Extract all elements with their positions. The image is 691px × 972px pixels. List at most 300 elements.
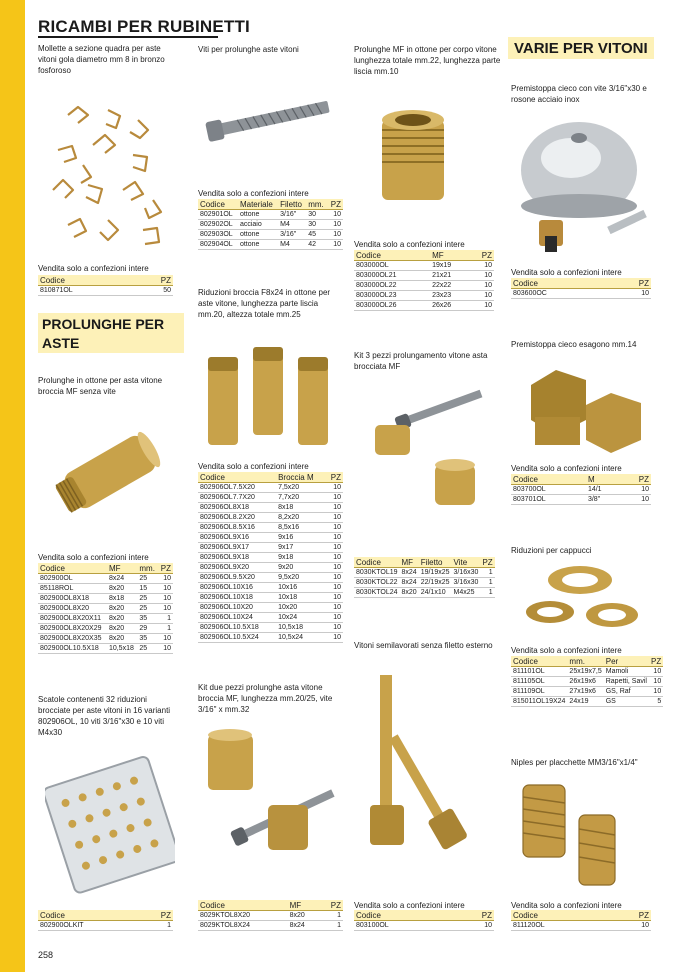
table-cell: 10 [327, 230, 343, 240]
table-cell: 3/16" [278, 230, 306, 240]
table-header-cell: MF [288, 900, 320, 911]
table-cell: 10 [470, 291, 494, 301]
table-cell: 8x20 [107, 584, 137, 594]
table-cell: 25 [137, 644, 158, 654]
table-cell: 8,2x20 [276, 513, 325, 523]
table-cell: 803701OL [511, 495, 586, 505]
table-cell: 9x17 [276, 543, 325, 553]
table-cell: 9,5x20 [276, 573, 325, 583]
table-row [198, 593, 343, 603]
table-header-cell: Filetto [419, 557, 452, 568]
viti-table [198, 199, 343, 250]
table-row [38, 604, 173, 614]
table-cell: 810871OL [38, 286, 135, 296]
table-cell: 802906OL10.5X24 [198, 633, 276, 643]
table-cell: ottone [238, 230, 278, 240]
table-header-cell: mm. [137, 563, 158, 574]
table-row [354, 271, 494, 281]
table-cell: 23x23 [430, 291, 469, 301]
table-cell: 10 [158, 604, 173, 614]
table-header-cell: PZ [611, 910, 651, 921]
prolunghe-mf-table [354, 250, 494, 311]
table-cell: 802906OL8.2X20 [198, 513, 276, 523]
table-cell: 8030KTOL24 [356, 589, 398, 596]
table-header-cell: Codice [511, 910, 611, 921]
table-cell: 3/16x30 [453, 579, 479, 586]
table-header-row [38, 563, 173, 574]
table-cell: 85118ROL [38, 584, 107, 594]
table-row [198, 483, 343, 493]
scatole-description: Scatole contenenti 32 riduzioni brocciate per aste vitoni in 16 varianti 802906OL, 10 viti 3/16"x30 e 10 viti M4x30 [38, 695, 171, 737]
table-cell: 10 [325, 553, 343, 563]
table-cell: acciaio [238, 220, 278, 230]
premistoppa-esagono-description: Premistoppa cieco esagono mm.14 [511, 340, 637, 349]
table-row [38, 584, 173, 594]
table-header-cell: Materiale [238, 199, 278, 210]
table-cell: 9x20 [276, 563, 325, 573]
table-row [354, 261, 494, 271]
table-cell: 802906OL9.5X20 [198, 573, 276, 583]
table-row [38, 614, 173, 624]
table-header-cell: MF [430, 250, 469, 261]
table-header-row [198, 472, 343, 483]
table-header-cell: Codice [38, 275, 135, 286]
table-cell: 1 [480, 588, 494, 598]
table-cell: 1 [319, 921, 343, 931]
table-row [511, 667, 663, 677]
table-cell: M4 [278, 220, 306, 230]
vendita-note: Vendita solo a confezioni intere [511, 464, 622, 473]
table-cell: 25 [137, 604, 158, 614]
table-row [38, 574, 173, 584]
table-cell: 30 [306, 210, 327, 220]
table-cell: 1 [142, 921, 173, 931]
table-cell: 7,5x20 [276, 483, 325, 493]
table-row [511, 687, 663, 697]
table-cell: 811120OL [511, 921, 611, 931]
table-cell: 803000OL26 [354, 301, 430, 311]
table-header-cell: PZ [470, 250, 494, 261]
table-cell: 42 [306, 240, 327, 250]
kit-due-description: Kit due pezzi prolunghe asta vitone broccia MF, lunghezza mm.20/25, vite 3/16" x mm.32 [198, 683, 333, 714]
table-cell: 10 [649, 687, 663, 697]
table-cell: 8x24 [401, 579, 417, 586]
table-cell: 10x18 [276, 593, 325, 603]
table-cell: 8x20 [107, 604, 137, 614]
premistoppa-rosone-table [511, 278, 651, 299]
table-cell: ottone [238, 210, 278, 220]
kit3-table [354, 557, 495, 598]
table-cell: 802901OL [198, 210, 238, 220]
table-cell: 802900OL [38, 574, 107, 584]
table-cell: 10x24 [276, 613, 325, 623]
table-cell: 8x20 [107, 634, 137, 644]
table-header-cell: PZ [327, 199, 343, 210]
table-header-row [354, 557, 495, 568]
table-cell: 10 [325, 503, 343, 513]
table-header-cell: Codice [198, 900, 288, 911]
table-header-cell: PZ [142, 910, 173, 921]
table-header-row [511, 474, 651, 485]
table-cell: 8x20 [107, 614, 137, 624]
table-cell: 802906OL9X17 [198, 543, 276, 553]
table-cell: 10x16 [276, 583, 325, 593]
table-row [198, 911, 343, 921]
table-cell: 8x24 [107, 574, 137, 584]
table-row [198, 513, 343, 523]
vendita-note: Vendita solo a confezioni intere [38, 264, 149, 273]
cap-reducers-image [520, 560, 645, 640]
table-cell: 10 [327, 240, 343, 250]
semilavorati-table [354, 910, 494, 931]
table-cell: 10 [325, 493, 343, 503]
table-row [38, 921, 173, 931]
assortment-box-image [45, 740, 175, 900]
table-header-cell: Broccia M [276, 472, 325, 483]
table-cell: 802900OL8X20X35 [38, 634, 107, 644]
table-cell: 802906OL10X16 [198, 583, 276, 593]
table-cell: 5 [649, 697, 663, 707]
table-cell: 803600OC [511, 289, 613, 299]
table-cell: 815011OL19X24 [513, 698, 566, 705]
table-cell: 22x22 [430, 281, 469, 291]
table-cell: 1 [319, 911, 343, 921]
table-row [38, 286, 173, 296]
table-cell: 8029KTOL8X24 [198, 921, 288, 931]
table-row [354, 281, 494, 291]
table-row [354, 301, 494, 311]
table-cell: 26x26 [430, 301, 469, 311]
table-header-cell: M [586, 474, 622, 485]
brass-extension-rod-image [45, 410, 175, 535]
table-cell: 15 [137, 584, 158, 594]
table-header-cell: PZ [325, 472, 343, 483]
niples-table [511, 910, 651, 931]
table-header-cell: Codice [354, 910, 455, 921]
table-row [198, 633, 343, 643]
table-header-cell: PZ [650, 656, 662, 666]
table-row [198, 613, 343, 623]
semi-finished-valve-image [360, 655, 500, 885]
table-cell: 10,5x24 [276, 633, 325, 643]
hex-packing-nut-image [511, 355, 651, 460]
table-cell: M4x25 [452, 588, 481, 598]
table-cell: 50 [135, 286, 173, 296]
prolunghe-aste-table [38, 563, 173, 654]
table-row [511, 485, 651, 495]
table-cell: 10 [325, 573, 343, 583]
table-cell: 10 [327, 210, 343, 220]
kit3-image [365, 375, 495, 525]
table-cell: 10 [158, 644, 173, 654]
mollette-clips-image [38, 95, 178, 255]
table-cell: 9x18 [276, 553, 325, 563]
table-header-cell: Codice [38, 563, 107, 574]
table-cell: 802900OLKIT [38, 921, 142, 931]
table-cell: 35 [137, 634, 158, 644]
table-cell: 10 [325, 523, 343, 533]
table-cell: 811109OL [511, 687, 567, 697]
table-cell: 10 [622, 485, 651, 495]
table-cell: 8,5x16 [276, 523, 325, 533]
table-cell: 8x20 [107, 624, 137, 634]
table-row [198, 603, 343, 613]
mollette-description: Mollette a sezione quadra per aste vitoni gola diametro mm 8 in bronzo fosforoso [38, 44, 165, 75]
chrome-rosette-image [511, 110, 651, 260]
table-row [198, 230, 343, 240]
table-cell: 811101OL [511, 667, 567, 677]
table-header-cell: Codice [511, 278, 613, 289]
table-cell: 7,7x20 [276, 493, 325, 503]
table-header-row [38, 275, 173, 286]
table-row [354, 568, 495, 578]
table-cell: 802906OL9X20 [198, 563, 276, 573]
table-row [511, 697, 663, 707]
table-row [198, 563, 343, 573]
table-cell: 803000OL22 [354, 281, 430, 291]
table-cell: 10 [649, 677, 663, 687]
table-header-row [511, 656, 663, 667]
table-header-cell: Codice [354, 250, 430, 261]
page-number: 258 [38, 950, 54, 960]
table-cell: 10 [325, 583, 343, 593]
table-cell: 803700OL [511, 485, 586, 495]
table-row [198, 583, 343, 593]
viti-description: Viti per prolunghe aste vitoni [198, 45, 299, 54]
table-cell: 10 [325, 543, 343, 553]
table-cell: 803000OL [354, 261, 430, 271]
table-row [198, 493, 343, 503]
table-cell: 1 [158, 624, 173, 634]
table-header-cell: mm. [567, 656, 603, 667]
vendita-note: Vendita solo a confezioni intere [511, 646, 622, 655]
table-cell: 10 [158, 584, 173, 594]
table-cell: 1 [480, 568, 494, 578]
table-cell: 10 [455, 921, 494, 931]
table-cell: 35 [137, 614, 158, 624]
table-cell: 45 [306, 230, 327, 240]
page-title: RICAMBI PER RUBINETTI [38, 17, 250, 36]
table-header-cell: PZ [158, 563, 173, 574]
table-row [511, 677, 663, 687]
table-header-row [354, 910, 494, 921]
vendita-note: Vendita solo a confezioni intere [354, 901, 465, 910]
table-cell: 24x19 [567, 697, 603, 707]
table-cell: 8x24 [401, 569, 417, 576]
table-cell: 29 [137, 624, 158, 634]
table-cell: 26x19x6 [567, 677, 603, 687]
table-header-cell: Codice [511, 656, 567, 667]
table-cell: 3/8" [586, 495, 622, 505]
prolunghe-aste-description: Prolunghe in ottone per asta vitone broccia MF senza vite [38, 376, 163, 396]
table-header-cell: PZ [613, 278, 651, 289]
table-cell: 8x18 [276, 503, 325, 513]
table-header-cell: Per [604, 656, 649, 667]
table-cell: 25x19x7,5 [569, 668, 602, 675]
table-row [198, 623, 343, 633]
table-header-row [38, 910, 173, 921]
table-row [198, 503, 343, 513]
table-row [198, 553, 343, 563]
table-row [511, 289, 651, 299]
table-row [198, 210, 343, 220]
table-row [198, 220, 343, 230]
table-cell: 10,5x18 [276, 623, 325, 633]
table-header-cell: PZ [622, 474, 651, 485]
table-cell: 803100OL [354, 921, 455, 931]
table-cell: 1 [480, 578, 494, 588]
table-header-cell: Codice [198, 199, 238, 210]
table-cell: 10x20 [276, 603, 325, 613]
table-cell: GS, Raf [604, 687, 649, 697]
table-cell: 802904OL [198, 240, 238, 250]
table-header-row [354, 250, 494, 261]
table-row [198, 240, 343, 250]
table-cell: 10 [158, 634, 173, 644]
nipples-image [511, 775, 651, 895]
table-row [38, 644, 173, 654]
section-banner-varie: VARIE PER VITONI [508, 37, 654, 59]
table-cell: 802906OL8X18 [198, 503, 276, 513]
table-cell: 8x18 [107, 594, 137, 604]
table-cell: 802903OL [198, 230, 238, 240]
vendita-note: Vendita solo a confezioni intere [511, 268, 622, 277]
kit3-description: Kit 3 pezzi prolungamento vitone asta brocciata MF [354, 351, 488, 371]
table-cell: 10 [325, 633, 343, 643]
table-header-cell: PZ [455, 910, 494, 921]
table-cell: 802906OL7.5X20 [198, 483, 276, 493]
table-header-cell: MF [107, 563, 137, 574]
table-cell: 8030KTOL19 [356, 569, 398, 576]
table-row [198, 543, 343, 553]
table-cell: 802906OL9X16 [198, 533, 276, 543]
table-cell: 8030KTOL22 [356, 579, 398, 586]
table-header-row [511, 278, 651, 289]
table-cell: 10 [325, 623, 343, 633]
riduzioni-description: Riduzioni broccia F8x24 in ottone per aste vitone, lunghezza parte liscia mm.20, altezza totale mm.25 [198, 288, 331, 319]
vendita-note: Vendita solo a confezioni intere [354, 240, 465, 249]
riduzioni-table [198, 472, 343, 643]
table-cell: 10 [325, 613, 343, 623]
screw-image [198, 85, 343, 155]
semilavorati-description: Vitoni semilavorati senza filetto esterno [354, 641, 493, 650]
vendita-note: Vendita solo a confezioni intere [198, 462, 309, 471]
table-row [38, 634, 173, 644]
cappucci-table [511, 656, 663, 707]
table-header-row [511, 910, 651, 921]
table-cell: 3/16" [278, 210, 306, 220]
table-cell: 802906OL7.7X20 [198, 493, 276, 503]
vendita-note: Vendita solo a confezioni intere [198, 189, 309, 198]
table-row [511, 921, 651, 931]
table-cell: 10 [613, 289, 651, 299]
table-row [198, 533, 343, 543]
table-cell: 10 [325, 603, 343, 613]
table-row [354, 921, 494, 931]
table-header-cell: Filetto [278, 199, 306, 210]
table-header-cell: PZ [319, 900, 343, 911]
table-cell: 802906OL10X20 [198, 603, 276, 613]
table-cell: 8x20 [401, 589, 417, 596]
brass-extension-image [360, 90, 470, 210]
table-cell: 22/19x25 [420, 579, 450, 586]
table-cell: GS [604, 697, 649, 707]
table-row [198, 523, 343, 533]
reducers-image [198, 345, 343, 450]
table-cell: 10 [470, 271, 494, 281]
table-cell: 3/16x30 [453, 569, 479, 576]
table-cell: 10 [325, 483, 343, 493]
table-cell: 19x19 [430, 261, 469, 271]
table-header-cell: Codice [354, 557, 400, 568]
table-row [354, 588, 495, 598]
title-underline [38, 36, 218, 38]
table-cell: 10 [649, 667, 663, 677]
table-cell: ottone [238, 240, 278, 250]
scatole-table [38, 910, 173, 931]
table-cell: 802900OL8X20 [38, 604, 107, 614]
page-edge-accent-bar [0, 0, 25, 972]
table-cell: 802902OL [198, 220, 238, 230]
table-header-row [198, 199, 343, 210]
table-cell: 802900OL8X20X11 [38, 614, 107, 624]
table-header-cell: PZ [135, 275, 173, 286]
vendita-note: Vendita solo a confezioni intere [38, 553, 149, 562]
table-cell: 24/1x10 [419, 588, 452, 598]
table-header-cell: Codice [38, 910, 142, 921]
table-cell: 811105OL [511, 677, 567, 687]
table-cell: 802906OL10.5X18 [198, 623, 276, 633]
table-cell: 10 [325, 593, 343, 603]
table-header-cell: MF [400, 557, 419, 568]
table-row [38, 624, 173, 634]
table-row [38, 594, 173, 604]
mollette-table [38, 275, 173, 296]
kit-due-image [198, 720, 343, 860]
cappucci-description: Riduzioni per cappucci [511, 546, 592, 555]
table-cell: 10 [611, 921, 651, 931]
table-cell: 802906OL9X18 [198, 553, 276, 563]
table-cell: 10 [325, 533, 343, 543]
kit-due-table [198, 900, 343, 931]
table-cell: 8029KTOL8X20 [198, 911, 288, 921]
table-cell: 9x16 [276, 533, 325, 543]
table-cell: 1 [158, 614, 173, 624]
table-cell: 8x24 [288, 921, 320, 931]
table-cell: 27x19x6 [567, 687, 603, 697]
table-cell: 21x21 [430, 271, 469, 281]
table-cell: 10 [470, 261, 494, 271]
table-cell: 10,5x18 [107, 644, 137, 654]
prolunghe-mf-description: Prolunghe MF in ottone per corpo vitone lunghezza totale mm.22, lunghezza parte liscia mm.10 [354, 45, 501, 76]
table-cell: 802906OL8.5X16 [198, 523, 276, 533]
table-header-cell: PZ [482, 557, 493, 567]
table-cell: 802906OL10X18 [198, 593, 276, 603]
table-header-cell: Vite [452, 557, 481, 568]
table-cell: Mamoli [604, 667, 649, 677]
table-cell: 803000OL21 [354, 271, 430, 281]
table-cell: 25 [137, 594, 158, 604]
niples-description: Niples per placchette MM3/16"x1/4" [511, 758, 638, 767]
table-cell: 10 [158, 594, 173, 604]
table-cell: 802900OL8X20X29 [38, 624, 107, 634]
table-cell: 10 [325, 563, 343, 573]
table-row [354, 578, 495, 588]
table-cell: 10 [325, 513, 343, 523]
table-cell: 10 [327, 220, 343, 230]
table-cell: 10 [622, 495, 651, 505]
section-banner-prolunghe: PROLUNGHE PER ASTE [38, 313, 184, 353]
